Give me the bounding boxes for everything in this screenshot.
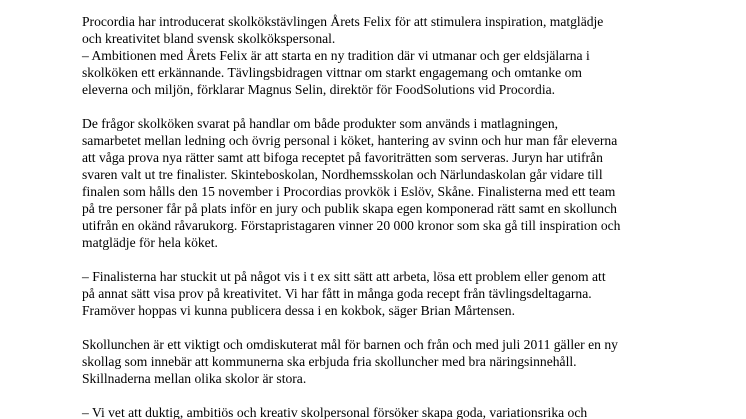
paragraph-quote-cutoff (82, 404, 732, 419)
text-line: – Ambitionen med Årets Felix är att starta en ny tradition där vi utmanar och ger eldsjälarna i (82, 48, 590, 63)
text-line: Framöver hoppas vi kunna publicera dessa i en kokbok, säger Brian Mårtensen. (82, 303, 515, 318)
paragraph-school-lunch (82, 336, 732, 387)
text-line: att våga prova nya rätter samt att bifoga receptet på favoriträtten som serveras. Juryn har utifrån (82, 150, 603, 165)
text-line: utifrån en okänd råvarukorg. Förstapristagaren vinner 20 000 kronor som ska gå till inspiration och (82, 218, 621, 233)
paragraph-gap (82, 251, 732, 268)
paragraph-quote-brian (82, 268, 732, 319)
text-line: på annat sätt visa prov på kreativitet. Vi har fått in många goda recept från tävlingsdeltagarna. (82, 286, 592, 301)
article-body (82, 13, 732, 419)
text-line: eleverna och miljön, förklarar Magnus Selin, direktör för FoodSolutions vid Procordia. (82, 82, 556, 97)
text-line: – Vi vet att duktig, ambitiös och kreativ skolpersonal försöker skapa goda, variationsrika och (82, 405, 588, 419)
paragraph-gap (82, 98, 732, 115)
paragraph-gap (82, 387, 732, 404)
text-line: De frågor skolköken svarat på handlar om både produkter som används i matlagningen, (82, 116, 559, 131)
paragraph-gap (82, 319, 732, 336)
text-line: matglädje för hela köket. (82, 235, 218, 250)
text-line: Skillnaderna mellan olika skolor är stora. (82, 371, 307, 386)
text-line: Skollunchen är ett viktigt och omdiskuterat mål för barnen och från och med juli 2011 gäller en ny (82, 337, 618, 352)
text-line: skolköken ett erkännande. Tävlingsbidragen vittnar om starkt engagemang och omtanke om (82, 65, 582, 80)
paragraph-intro (82, 13, 732, 98)
text-line: på tre personer får på plats inför en jury och publik skapa egen komponerad rätt samt en skollunch (82, 201, 617, 216)
text-line: finalen som hålls den 15 november i Procordias provkök i Eslöv, Skåne. Finalisterna med ett team (82, 184, 616, 199)
text-line: – Finalisterna har stuckit ut på något vis i t ex sitt sätt att arbeta, lösa ett problem eller genom att (82, 269, 606, 284)
paragraph-finalists (82, 115, 732, 251)
text-line: samarbetet mellan ledning och övrig personal i köket, hantering av svinn och hur man får eleverna (82, 133, 618, 148)
text-line: Procordia har introducerat skolkökstävlingen Årets Felix för att stimulera inspiration, matglädje (82, 14, 604, 29)
text-line: skollag som innebär att kommunerna ska erbjuda fria skolluncher med bra näringsinnehåll. (82, 354, 577, 369)
text-line: svaren valt ut tre finalister. Skinteboskolan, Nordhemsskolan och Närlundaskolan går vidare till (82, 167, 603, 182)
text-line: och kreativitet bland svensk skolkökspersonal. (82, 31, 336, 46)
